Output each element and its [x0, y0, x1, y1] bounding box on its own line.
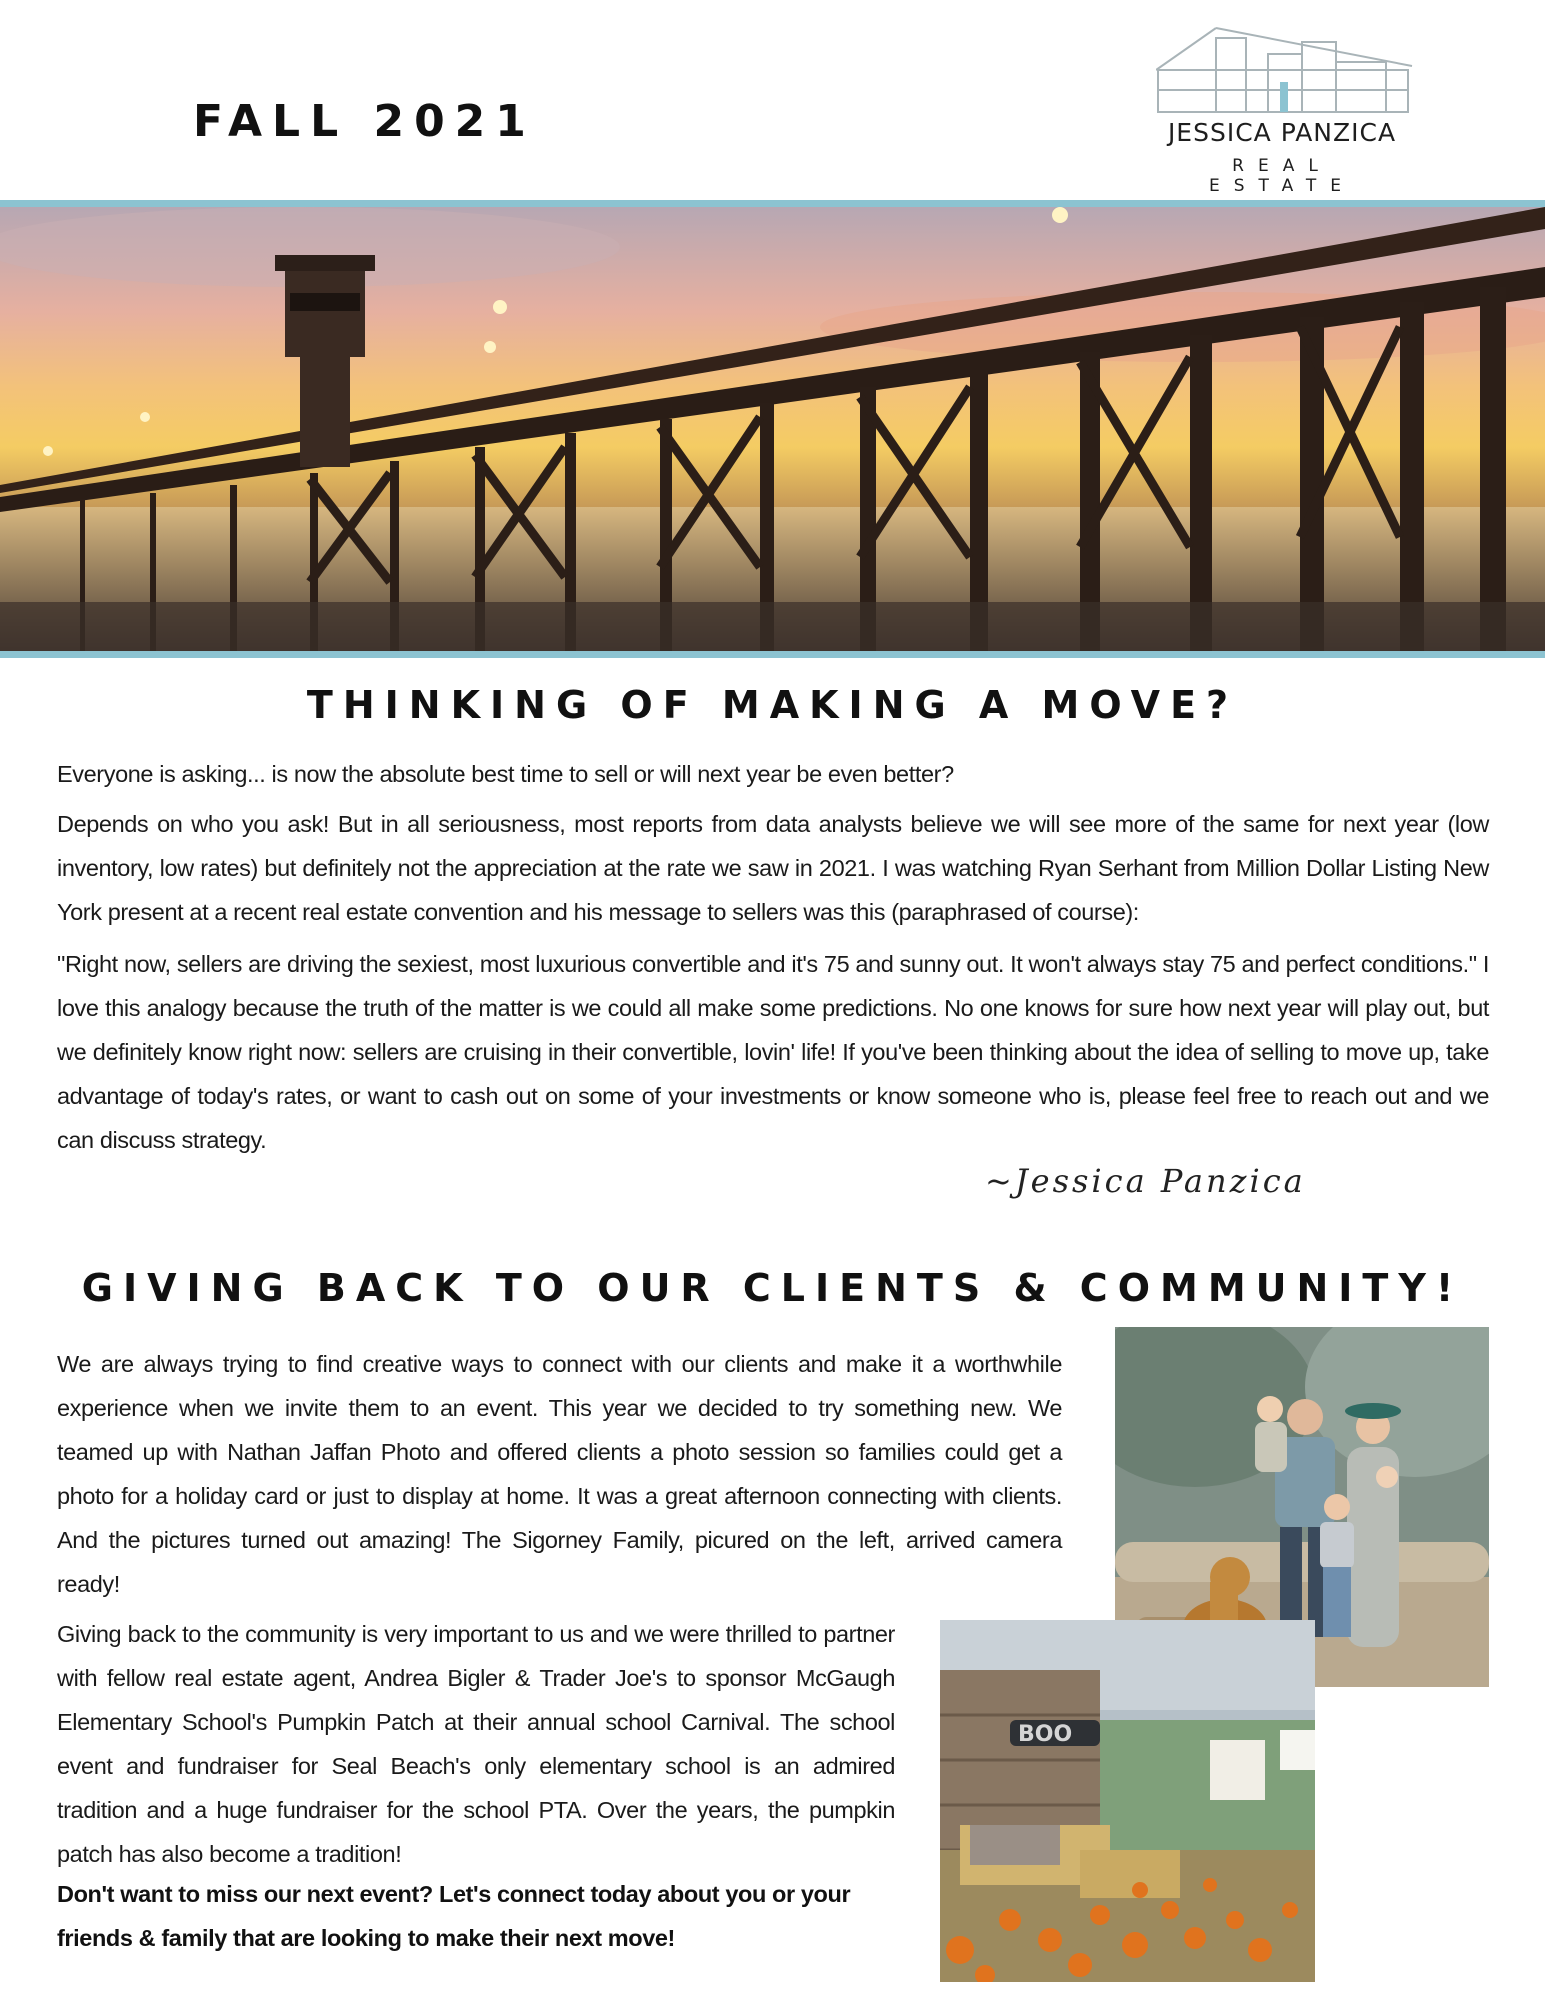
section-body-move	[57, 752, 1489, 1170]
patch-sign: BOO	[1018, 1722, 1073, 1747]
call-to-action: Don't want to miss our next event? Let's connect today about you or your friends & family that are looking to make their next move!	[57, 1881, 851, 1951]
hero-top-rule	[0, 200, 1545, 207]
company-logo	[1150, 24, 1430, 196]
paragraph-community: Giving back to the community is very important to us and we were thrilled to partner with fellow real estate agent, Andrea Bigler & Trader Joe's to sponsor McGaugh Elementary School's Pumpkin Patch at their annual school Carnival. The school event and fundraiser for Seal Beach's only elementary school is an admired tradition and a huge fundraiser for the school PTA. Over the years, the pumpkin patch has also become a tradition!	[57, 1621, 895, 1867]
signature: ~Jessica Panzica	[985, 1162, 1306, 1200]
hero-bottom-rule	[0, 651, 1545, 658]
section-heading-giving-back: GIVING BACK TO OUR CLIENTS & COMMUNITY!	[81, 1266, 1464, 1310]
paragraph-client-event: We are always trying to find creative ways to connect with our clients and make it a worthwhile experience when we invite them to an event. This year we decided to try something new. We teamed up with Nathan Jaffan Photo and offered clients a photo session so families could get a photo for a holiday card or just to display at home. It was a great afternoon connecting with clients. And the pictures turned out amazing! The Sigorney Family, picured on the left, arrived camera ready!	[57, 1351, 1062, 1597]
pier-sunset-photo	[0, 207, 1545, 651]
house-outline-icon	[1156, 24, 1416, 116]
logo-name: JESSICA PANZICA	[1167, 118, 1397, 147]
paragraph: Everyone is asking... is now the absolute best time to sell or will next year be even better?	[57, 761, 954, 787]
paragraph: Depends on who you ask! But in all seriousness, most reports from data analysts believe we will see more of the same for next year (low inventory, low rates) but definitely not the appreciation at the rate we saw in 2021. I was watching Ryan Serhant from Million Dollar Listing New York present at a recent real estate convention and his message to sellers was this (paraphrased of course):	[57, 811, 1489, 925]
section-heading-move: THINKING OF MAKING A MOVE?	[306, 683, 1239, 727]
logo-subtitle: REAL ESTATE	[1208, 156, 1356, 196]
newsletter-season-title: FALL 2021	[193, 96, 536, 147]
paragraph: "Right now, sellers are driving the sexiest, most luxurious convertible and it's 75 and sunny out. It won't always stay 75 and perfect conditions." I love this analogy because the truth of the matter is we could all make some predictions. No one knows for sure how next year will play out, but we definitely know right now: sellers are cruising in their convertible, lovin' life! If you've been thinking about the idea of selling to move up, take advantage of today's rates, or want to cash out on some of your investments or know someone who is, please feel free to reach out and we can discuss strategy.	[57, 951, 1489, 1153]
pumpkin-patch-photo	[940, 1620, 1315, 1982]
